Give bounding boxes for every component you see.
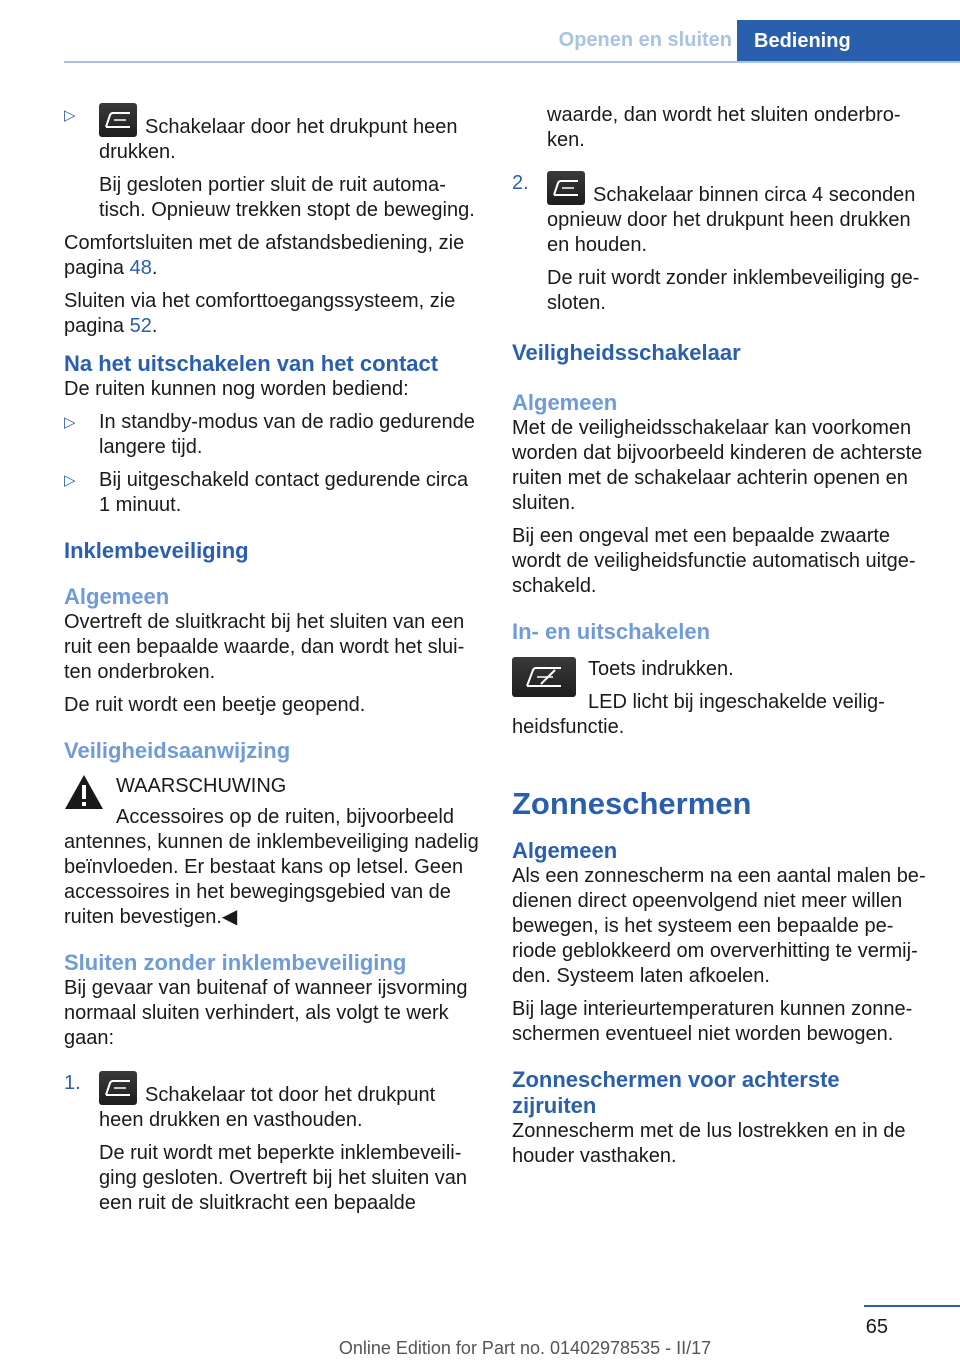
paragraph: Comfortsluiten met de afstandsbediening, zie pagina 48. [64,232,465,279]
safety-switch-block [512,657,928,740]
page-link[interactable]: 52 [129,315,152,337]
right-column [512,103,928,1177]
paragraph: Als een zonnescherm na een aantal malen bedienen direct opeenvolgend niet meer willen bewegen, is het systeem een bepaalde periode geblokkeerd om oververhitting te vermijden. Systeem laten afkoelen. [512,865,926,987]
paragraph: Zonnescherm met de lus lostrekken en in de houder vasthaken. [512,1120,906,1167]
list-item-text: In standby-modus van de radio gedurende langere tijd. [99,411,475,458]
paragraph-text: Sluiten via het comforttoegangssysteem, zie pagina [64,290,456,337]
step-detail: De ruit wordt zonder inklembeveiliging gesloten. [547,267,920,314]
paragraph-text: Comfortsluiten met de afstandsbediening, zie pagina [64,232,465,279]
paragraph: Overtreft de sluitkracht bij het sluiten van een ruit een bepaalde waarde, dan wordt het sluiten onderbroken. [64,611,465,683]
header-chapter-tab: Bediening [737,20,960,63]
subsection-heading: Sluiten zonder inklembeveiliging [64,950,407,975]
paragraph: De ruiten kunnen nog worden bediend: [64,378,409,400]
triangle-bullet-icon: ▷ [64,472,76,489]
paragraph: LED licht bij ingeschakelde veiligheidsfunctie. [512,691,885,738]
paragraph: Toets indrukken. [588,658,734,680]
page-number: 65 [865,1316,888,1338]
subsection-heading: Algemeen [512,390,618,415]
step-number: 1. [64,1072,81,1094]
window-switch-icon [547,171,585,205]
paragraph: Bij gevaar van buitenaf of wanneer ijsvorming normaal sluiten verhindert, als volgt te werk gaan: [64,977,468,1049]
step-detail-continued: waarde, dan wordt het sluiten onderbroken. [547,104,901,151]
warning-text: Accessoires op de ruiten, bijvoorbeeld antennes, kunnen de inklembeveiliging nadelig beïnvloeden. Er bestaat kans op letsel. Geen accessoires in het bewegingsgebied van de ruiten bevestigen.◀ [64,806,479,928]
section-heading: Na het uitschakelen van het contact [64,351,439,376]
list-item-detail: Bij gesloten portier sluit de ruit automatisch. Opnieuw trekken stopt de beweging. [99,174,475,221]
list-item [64,1071,480,1133]
step-number: 2. [512,172,529,194]
footer-rule [864,1305,960,1307]
window-switch-icon [99,1071,137,1105]
step-detail: De ruit wordt met beperkte inklembeveiliging gesloten. Overtreft bij het sluiten van een ruit de sluitkracht een bepaalde [99,1142,467,1214]
paragraph: Bij een ongeval met een bepaalde zwaarte wordt de veiligheidsfunctie automatisch uitgeschakeld. [512,525,916,597]
list-item-text: Bij uitgeschakeld contact gedurende circa 1 minuut. [99,469,469,516]
subsection-heading: Algemeen [512,838,618,863]
page-link[interactable]: 48 [129,257,152,279]
list-item [64,468,480,518]
triangle-bullet-icon: ▷ [64,107,76,124]
paragraph: Sluiten via het comforttoegangssysteem, zie pagina 52. [64,290,456,337]
triangle-bullet-icon: ▷ [64,414,76,431]
left-column [64,103,480,1224]
header-rule [64,61,960,63]
warning-triangle-icon [64,774,104,810]
section-heading: Zonneschermen voor achterste zijruiten [512,1067,840,1118]
footer-edition: Online Edition for Part no. 01402978535 - II/17 [338,1338,712,1358]
warning-label: WAARSCHUWING [116,775,287,797]
header-section-title: Openen en sluiten [558,29,732,51]
list-item-text: Schakelaar door het drukpunt heen drukken. [99,116,458,163]
list-item [512,171,928,258]
window-switch-icon [99,103,137,137]
paragraph: Bij lage interieurtemperaturen kunnen zonneschermen eventueel niet worden bewogen. [512,998,913,1045]
subsection-heading: Algemeen [64,584,170,609]
step-text: Schakelaar tot door het drukpunt heen drukken en vasthouden. [99,1084,436,1131]
paragraph: De ruit wordt een beetje geopend. [64,694,366,716]
section-heading: Veiligheidsschakelaar [512,340,741,365]
list-item [64,103,480,165]
safety-switch-icon [512,657,576,697]
chapter-heading: Zonneschermen [512,786,752,821]
paragraph: Met de veiligheidsschakelaar kan voorkomen worden dat bijvoorbeeld kinderen de achterste ruiten met de schakelaar achterin openen en sluiten. [512,417,923,514]
subsection-heading: Veiligheidsaanwijzing [64,738,291,763]
subsection-heading: In- en uitschakelen [512,619,711,644]
warning-block [64,774,480,930]
section-heading: Inklembeveiliging [64,538,249,563]
list-item [64,410,480,460]
step-text: Schakelaar binnen circa 4 seconden opnieuw door het drukpunt heen drukken en houden. [547,184,916,256]
